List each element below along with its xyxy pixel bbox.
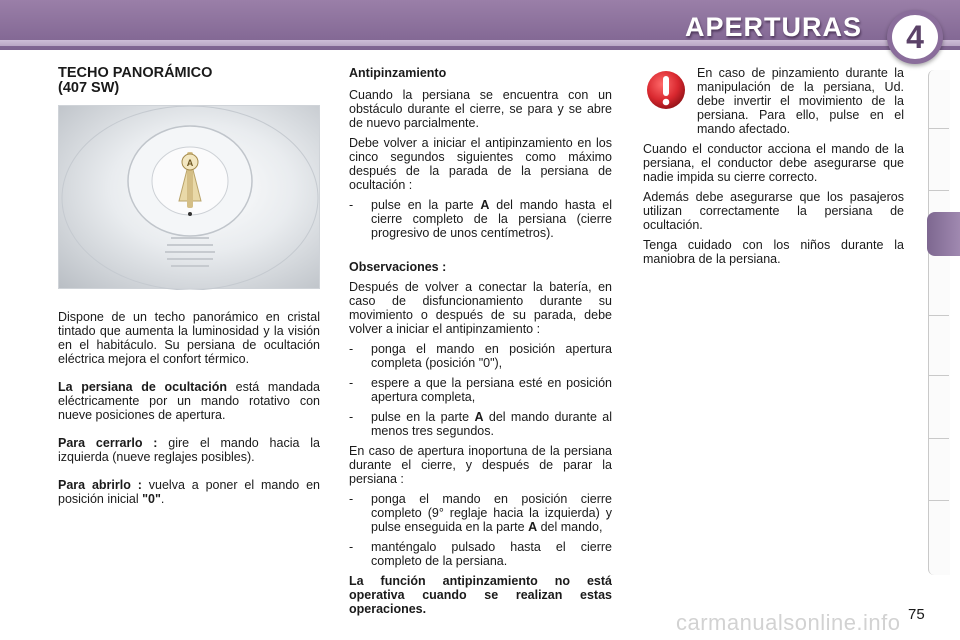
tab-active-chapter-4[interactable]: [927, 212, 960, 256]
antipinzamiento-p1: Cuando la persiana se encuentra con un obstáculo durante el cierre, se para y se abre de nuevo parcialmente.: [349, 88, 612, 130]
ninos-paragraph: Tenga cuidado con los niños durante la maniobra de la persiana.: [643, 238, 904, 266]
tab-divider: [929, 500, 949, 501]
dash: -: [349, 376, 354, 390]
abrir-bold: Para abrirlo :: [58, 478, 142, 492]
list-item: [349, 540, 612, 568]
antipinzamiento-title: Antipinzamiento: [349, 66, 447, 80]
warning-paragraph: [643, 66, 904, 136]
cerrar-paragraph: [58, 436, 320, 464]
column-middle: [349, 66, 612, 622]
observaciones-title: Observaciones :: [349, 260, 447, 274]
page-number: 75: [908, 606, 925, 623]
dash: -: [349, 540, 354, 554]
intro-paragraph: Dispone de un techo panorámico en cristal tintado que aumenta la luminosidad y la visión en el habitáculo. Su persiana de ocultación eléctrica mejora el confort térmico.: [58, 310, 320, 366]
persiana-paragraph: [58, 380, 320, 422]
section-title-line1: TECHO PANORÁMICO: [58, 65, 213, 81]
antipinzamiento-p2: Debe volver a iniciar el antipinzamiento en los cinco segundos siguientes como máximo después de la parada de la persiana de ocultación :: [349, 136, 612, 192]
chapter-badge: [887, 10, 943, 64]
list-item: [349, 198, 612, 240]
label-a: A: [186, 158, 194, 168]
list-item-text: ponga el mando en posición apertura completa (posición "0"),: [371, 342, 612, 370]
persiana-text: está mandada eléctricamente por un mando rotativo con nueve posiciones de apertura.: [58, 380, 320, 422]
list-item: [349, 342, 612, 370]
abrir-end: .: [160, 492, 165, 506]
icon-spacer: [643, 66, 697, 124]
list-item-text: espere a que la persiana esté en posición apertura completa,: [371, 376, 612, 404]
dash: -: [349, 198, 354, 212]
warning-text: En caso de pinzamiento durante la manipulación de la persiana, Ud. debe invertir el movimiento de la persiana. Para ello, pulse en el mando afectado.: [697, 66, 904, 136]
tab-divider: [929, 375, 949, 376]
dash: -: [349, 410, 354, 424]
section-title-line2: (407 SW): [58, 80, 120, 96]
tab-divider: [929, 190, 949, 191]
list-item: [349, 376, 612, 404]
final-warning: La función antipinzamiento no está operativa cuando se realizan estas operaciones.: [349, 574, 612, 616]
section-title: [58, 66, 320, 96]
list-item-text: pulse en la parte A del mando hasta el cierre completo de la persiana (cierre progresivo de unos centímetros).: [371, 198, 612, 240]
tab-divider: [929, 438, 949, 439]
pasajeros-paragraph: Además debe asegurarse que los pasajeros utilizan correctamente la persiana de ocultación.: [643, 190, 904, 232]
list-item-text: ponga el mando en posición cierre completo (9° reglaje hacia la izquierda) y pulse enseguida en la parte A del mando,: [371, 492, 612, 534]
roof-control-illustration: [59, 106, 321, 290]
list-item: [349, 492, 612, 534]
persiana-bold: La persiana de ocultación: [58, 380, 227, 394]
column-left: [58, 66, 320, 96]
abrir-zero: "0": [142, 492, 161, 506]
tab-divider: [929, 128, 949, 129]
chapter-number: 4: [906, 18, 924, 55]
observaciones-p1: Después de volver a conectar la batería, en caso de disfuncionamiento durante su movimiento o después de su parada, debe volver a iniciar el antipinzamiento :: [349, 280, 612, 336]
list-item: [349, 410, 612, 438]
cerrar-bold: Para cerrarlo :: [58, 436, 158, 450]
column-left-body: [58, 310, 320, 512]
list-item-text: manténgalo pulsado hasta el cierre completo de la persiana.: [371, 540, 612, 568]
chapter-tabs: [928, 70, 950, 575]
tab-divider: [929, 315, 949, 316]
dash: -: [349, 492, 354, 506]
dash: -: [349, 342, 354, 356]
watermark: carmanualsonline.info: [676, 610, 901, 635]
roof-control-photo: [58, 105, 320, 289]
observaciones-p2: En caso de apertura inoportuna de la persiana durante el cierre, y después de parar la persiana :: [349, 444, 612, 486]
abrir-paragraph: [58, 478, 320, 506]
cerrar-text: gire el mando hacia la izquierda (nueve reglajes posibles).: [58, 436, 320, 464]
conductor-paragraph: Cuando el conductor acciona el mando de la persiana, el conductor debe asegurarse que nadie impida su cierre correcto.: [643, 142, 904, 184]
chapter-title: APERTURAS: [684, 12, 862, 42]
column-right: [643, 66, 904, 272]
abrir-text: vuelva a poner el mando en posición inicial: [58, 478, 320, 506]
list-item-text: pulse en la parte A del mando durante al menos tres segundos.: [371, 410, 612, 438]
